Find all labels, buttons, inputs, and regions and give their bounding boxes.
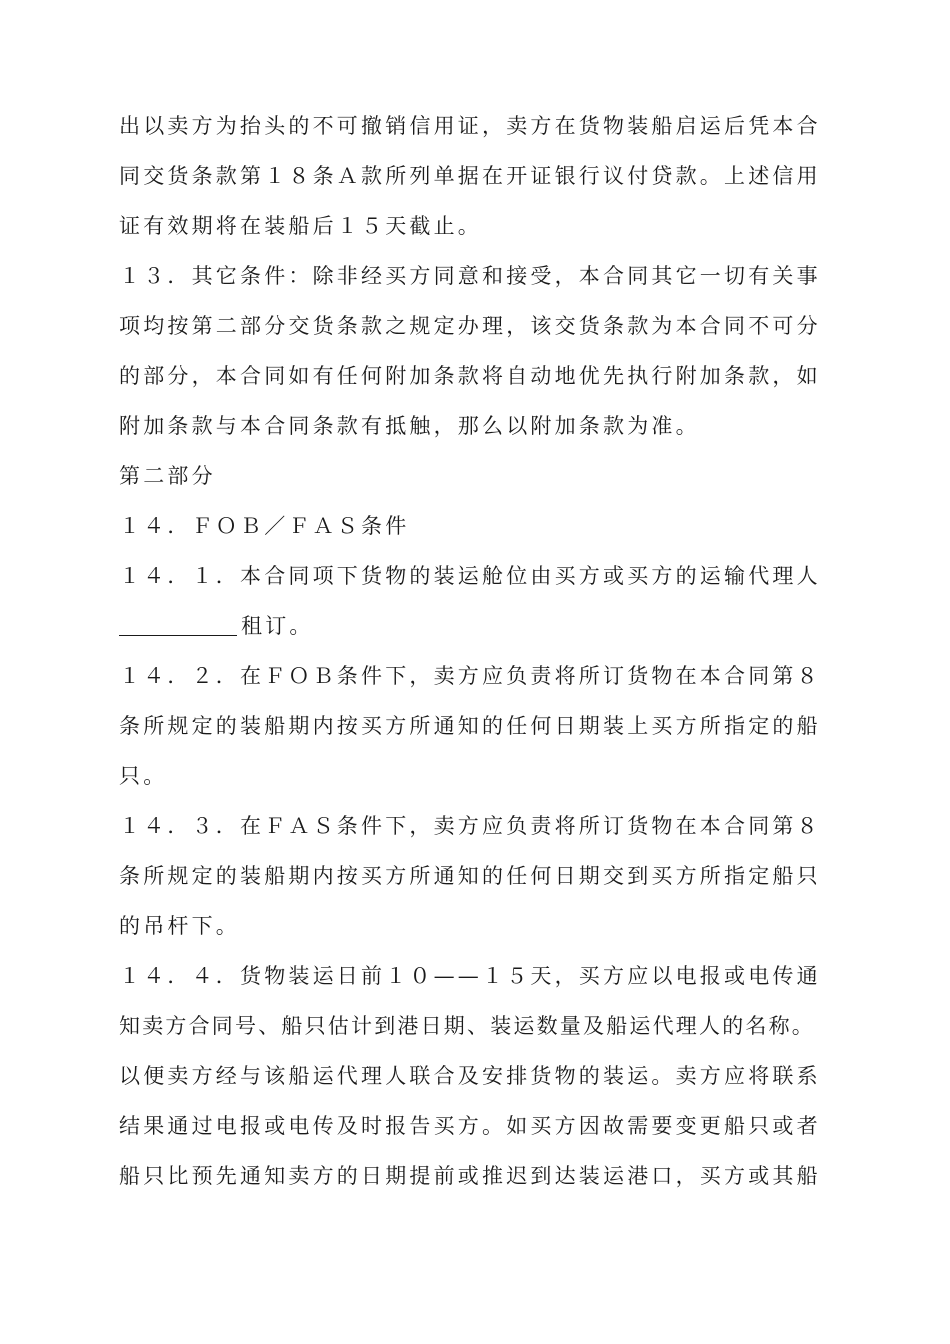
paragraph-line: 证有效期将在装船后１５天截止。 bbox=[119, 214, 482, 238]
blank-suffix-text: 租订。 bbox=[241, 614, 314, 638]
paragraph-line: 以便卖方经与该船运代理人联合及安排货物的装运。卖方应将联系 bbox=[119, 1064, 821, 1088]
paragraph-line: 项均按第二部分交货条款之规定办理，该交货条款为本合同不可分 bbox=[119, 314, 821, 338]
paragraph-line: １４．１．本合同项下货物的装运舱位由买方或买方的运输代理人 bbox=[119, 564, 821, 588]
clause-heading: １４．ＦＯＢ／ＦＡＳ条件 bbox=[119, 514, 410, 538]
paragraph-line: １３．其它条件：除非经买方同意和接受，本合同其它一切有关事 bbox=[119, 264, 821, 288]
paragraph-line: 只。 bbox=[119, 764, 168, 788]
paragraph-line: 条所规定的装船期内按买方所通知的任何日期装上买方所指定的船 bbox=[119, 714, 821, 738]
paragraph-line: １４．４．货物装运日前１０——１５天，买方应以电报或电传通 bbox=[119, 964, 821, 988]
paragraph-line: 的吊杆下。 bbox=[119, 914, 240, 938]
fill-in-blank bbox=[119, 613, 237, 636]
paragraph-line: 附加条款与本合同条款有抵触，那么以附加条款为准。 bbox=[119, 414, 700, 438]
paragraph-line: １４．２．在ＦＯＢ条件下，卖方应负责将所订货物在本合同第８ bbox=[119, 664, 821, 688]
paragraph-line: 条所规定的装船期内按买方所通知的任何日期交到买方所指定船只 bbox=[119, 864, 821, 888]
paragraph-line: 出以卖方为抬头的不可撤销信用证，卖方在货物装船启运后凭本合 bbox=[119, 114, 821, 138]
paragraph-line: 的部分，本合同如有任何附加条款将自动地优先执行附加条款，如 bbox=[119, 364, 821, 388]
paragraph-line: 船只比预先通知卖方的日期提前或推迟到达装运港口，买方或其船 bbox=[119, 1164, 821, 1188]
paragraph-line: １４．３．在ＦＡＳ条件下，卖方应负责将所订货物在本合同第８ bbox=[119, 814, 821, 838]
paragraph-line: 知卖方合同号、船只估计到港日期、装运数量及船运代理人的名称。 bbox=[119, 1014, 815, 1038]
paragraph-line-with-blank bbox=[119, 611, 314, 641]
paragraph-line: 同交货条款第１８条Ａ款所列单据在开证银行议付贷款。上述信用 bbox=[119, 164, 821, 188]
paragraph-line: 结果通过电报或电传及时报告买方。如买方因故需要变更船只或者 bbox=[119, 1114, 821, 1138]
section-heading: 第二部分 bbox=[119, 464, 216, 488]
